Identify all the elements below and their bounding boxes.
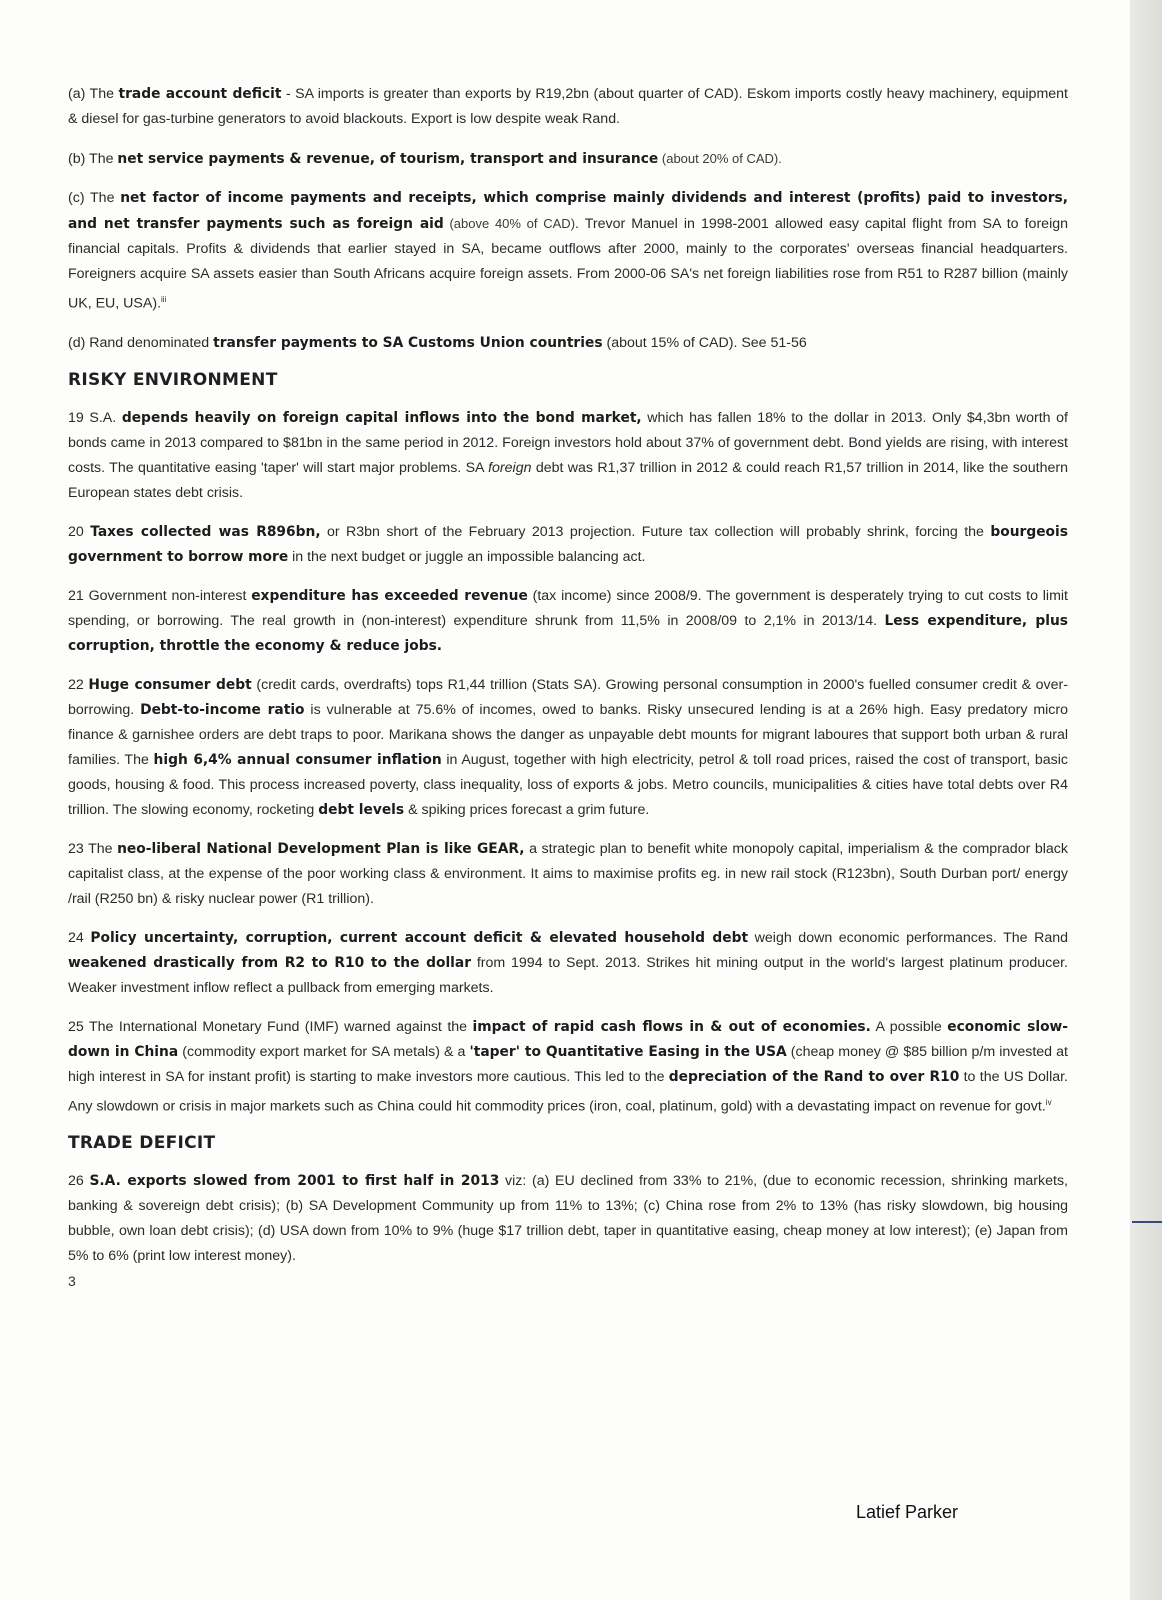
scan-edge: [1130, 0, 1162, 1600]
paragraph-a: (a) The trade account deficit - SA imports is greater than exports by R19,2bn (about quarter of CAD). Eskom imports costly heavy machinery, equipment & diesel for gas-turbine generators to avoid blackouts. Export is low despite weak Rand.: [68, 86, 1068, 127]
paragraph-c: (c) The net factor of income payments and receipts, which comprise mainly dividends and interest (profits) paid to investors, and net transfer payments such as foreign aid (above 40% of CAD). Trevor Manuel in 1998-2001 allowed easy capital flight from SA to foreign financial capitals. Profits & dividends that earlier stayed in SA, became outflows after 2000, mainly to the corporates' overseas financial headquarters. Foreigners acquire SA assets easier than South Africans acquire foreign assets. From 2000-06 SA's net foreign liabilities rose from R51 to R287 billion (mainly UK, EU, USA).$^{iii}$: [68, 190, 1068, 312]
endnote-marker: iv: [1045, 1097, 1052, 1107]
paragraph-d: (d) Rand denominated transfer payments to SA Customs Union countries (about 15% of CAD). See 51-56: [68, 334, 807, 351]
paragraph-b: (b) The net service payments & revenue, of tourism, transport and insurance (about 20% of CAD).: [68, 151, 782, 167]
paragraph-25: 25 The International Monetary Fund (IMF) warned against the impact of rapid cash flows in & out of economies. A possible economic slow-down in China (commodity export market for SA metals) & a 'taper' to Quantitative Easing in the USA (cheap money @ $85 billion p/m invested at high interest in SA for instant profit) is starting to make investors more cautious. This led to the depreciation of the Rand to over R10 to the US Dollar. Any slowdown or crisis in major markets such as China could hit commodity prices (iron, coal, platinum, gold) with a devastating impact on revenue for govt.$^{iv}$: [68, 1018, 1069, 1115]
endnote-marker: iii: [161, 295, 167, 304]
paragraph-23: 23 The neo-liberal National Development Plan is like GEAR, a strategic plan to benefit white monopoly capital, imperialism & the comprador black capitalist class, at the expense of the poor working class & environment. It aims to maximise profits eg. in new rail stock (R123bn), South Durban port/ energy /rail (R250 bn) & risky nuclear power (R1 trillion).: [68, 840, 1068, 907]
paragraph-26: 26 S.A. exports slowed from 2001 to first half in 2013 viz: (a) EU declined from 33% to 21%, (due to economic recession, shrinking markets, banking & sovereign debt crisis); (b) SA Development Community up from 11% to 13%; (c) China rose from 2% to 13% (has risky slowdown, big housing bubble, own loan debt crisis); (d) USA down from 10% to 9% (huge $17 trillion debt, taper in quantitative easing, cheap money at low interest); (e) Japan from 5% to 6% (print low interest money).: [68, 1173, 1068, 1265]
paragraph-22: 22 Huge consumer debt (credit cards, overdrafts) tops R1,44 trillion (Stats SA). Growing personal consumption in 2000's fuelled consumer credit & over-borrowing. Debt-to-income ratio is vulnerable at 75.6% of incomes, owed to banks. Risky unsecured lending is at a 26% high. Easy predatory micro finance & garnishee orders are debt traps to poor. Marikana shows the danger as unpayable debt mounts for migrant laboures that support both urban & rural families. The high 6,4% annual consumer inflation in August, together with high electricity, petrol & toll road prices, raised the cost of transport, basic goods, housing & food. This process increased poverty, class inequality, loss of exports & jobs. Metro councils, municipalities & cities have total debts over R4 trillion. The slowing economy, rocketing debt levels & spiking prices forecast a grim future.: [68, 676, 1069, 818]
paragraph-20: 20 Taxes collected was R896bn, or R3bn short of the February 2013 projection. Future tax collection will probably shrink, forcing the bourgeois government to borrow more in the next budget or juggle an impossible balancing act.: [68, 523, 1068, 565]
document-body: [68, 82, 1068, 1289]
paragraph-19: 19 S.A. depends heavily on foreign capital inflows into the bond market, which has fallen 18% to the dollar in 2013. Only $4,3bn worth of bonds came in 2013 compared to $81bn in the same period in 2012. Foreign investors hold about 37% of government debt. Bond yields are rising, with interest costs. The quantitative easing 'taper' will start major problems. SA foreign debt was R1,37 trillion in 2012 & could reach R1,57 trillion in 2014, like the southern European states debt crisis.: [68, 409, 1069, 501]
section-heading-trade-deficit: TRADE DEFICIT: [68, 1133, 216, 1154]
paragraph-24: 24 Policy uncertainty, corruption, current account deficit & elevated household debt weigh down economic performances. The Rand weakened drastically from R2 to R10 to the dollar from 1994 to Sept. 2013. Strikes hit mining output in the world's largest platinum producer. Weaker investment inflow reflect a pullback from emerging markets.: [68, 929, 1068, 996]
author-signature: Latief Parker: [856, 1502, 959, 1522]
paragraph-21: 21 Government non-interest expenditure has exceeded revenue (tax income) since 2008/9. The government is desperately trying to cut costs to limit spending, or borrowing. The real growth in (non-interest) expenditure shrunk from 11,5% in 2008/09 to 2,1% in 2013/14. Less expenditure, plus corruption, throttle the economy & reduce jobs.: [68, 587, 1068, 654]
section-heading-risky-environment: RISKY ENVIRONMENT: [68, 369, 278, 390]
page-number: 3: [68, 1273, 76, 1290]
scan-mark: [1132, 1221, 1162, 1223]
